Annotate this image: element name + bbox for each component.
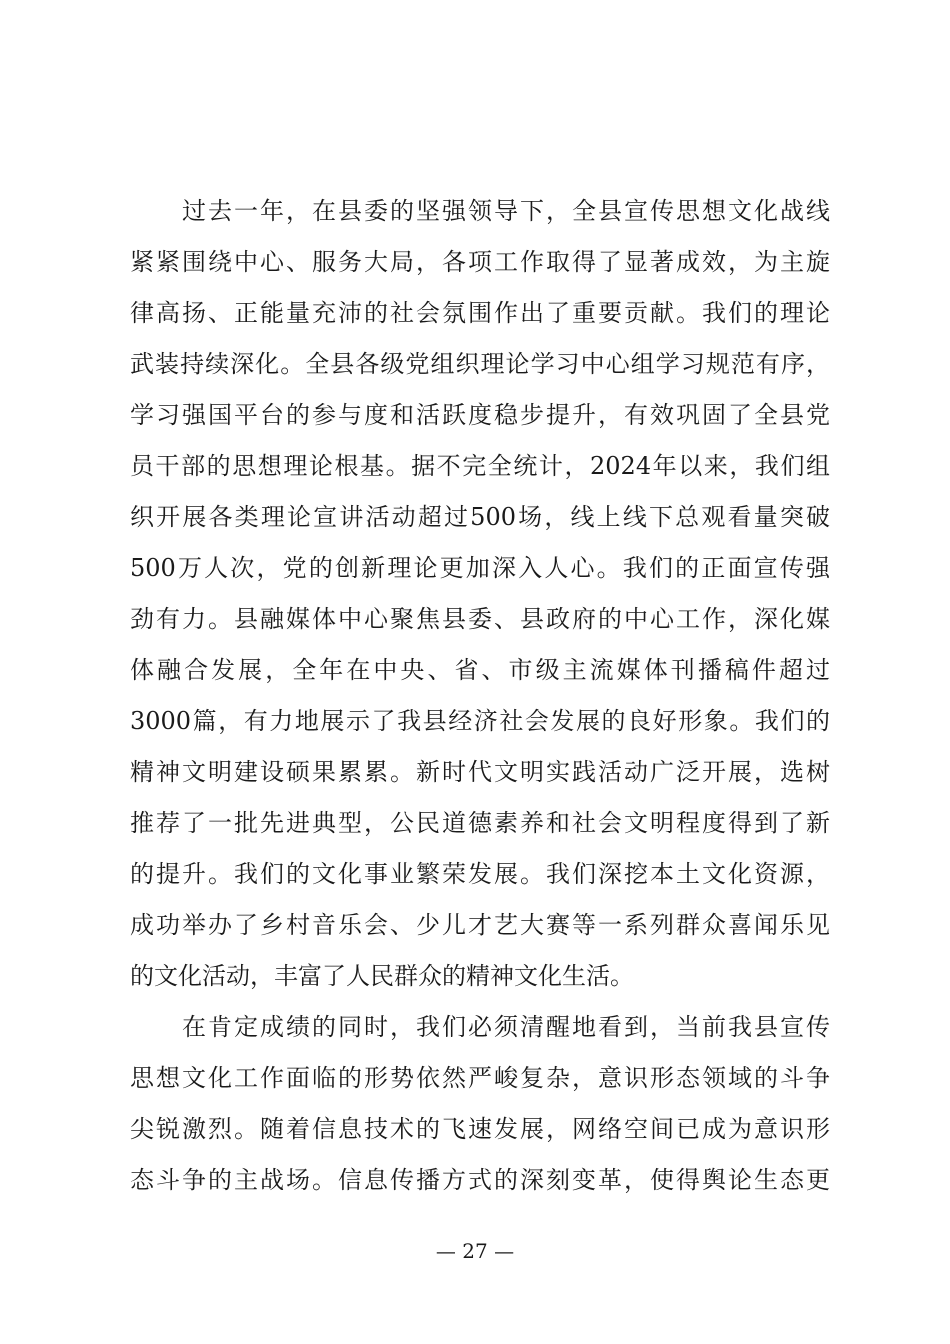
- paragraph-2: [130, 1002, 830, 1206]
- page-number: — 27 —: [435, 1239, 515, 1263]
- text-line: 律高扬、正能量充沛的社会氛围作出了重要贡献。我们的理论: [130, 299, 830, 327]
- text-line: 学习强国平台的参与度和活跃度稳步提升，有效巩固了全县党: [130, 401, 830, 429]
- text-line: 3000篇，有力地展示了我县经济社会发展的良好形象。我们的: [130, 707, 830, 735]
- text-line: 尖锐激烈。随着信息技术的飞速发展，网络空间已成为意识形: [130, 1115, 830, 1143]
- text-line: 劲有力。县融媒体中心聚焦县委、县政府的中心工作，深化媒: [130, 605, 830, 633]
- text-line: 态斗争的主战场。信息传播方式的深刻变革，使得舆论生态更: [130, 1166, 830, 1194]
- text-line: 紧紧围绕中心、服务大局，各项工作取得了显著成效，为主旋: [130, 248, 830, 276]
- text-line: 在肯定成绩的同时，我们必须清醒地看到，当前我县宣传: [130, 1013, 830, 1041]
- text-line: 500万人次，党的创新理论更加深入人心。我们的正面宣传强: [130, 554, 830, 582]
- text-line: 体融合发展，全年在中央、省、市级主流媒体刊播稿件超过: [130, 656, 830, 684]
- body-text: [130, 186, 830, 1206]
- text-line: 的文化活动，丰富了人民群众的精神文化生活。: [130, 962, 634, 990]
- text-line: 武装持续深化。全县各级党组织理论学习中心组学习规范有序，: [130, 350, 830, 378]
- text-line: 的提升。我们的文化事业繁荣发展。我们深挖本土文化资源，: [130, 860, 830, 888]
- text-line: 成功举办了乡村音乐会、少儿才艺大赛等一系列群众喜闻乐见: [130, 911, 830, 939]
- paragraph-1: [130, 186, 830, 1002]
- text-line: 思想文化工作面临的形势依然严峻复杂，意识形态领域的斗争: [130, 1064, 830, 1092]
- text-line: 织开展各类理论宣讲活动超过500场，线上线下总观看量突破: [130, 503, 830, 531]
- text-line: 精神文明建设硕果累累。新时代文明实践活动广泛开展，选树: [130, 758, 830, 786]
- text-line: 员干部的思想理论根基。据不完全统计，2024年以来，我们组: [130, 452, 830, 480]
- text-line: 过去一年，在县委的坚强领导下，全县宣传思想文化战线: [130, 197, 830, 225]
- text-line: 推荐了一批先进典型，公民道德素养和社会文明程度得到了新: [130, 809, 830, 837]
